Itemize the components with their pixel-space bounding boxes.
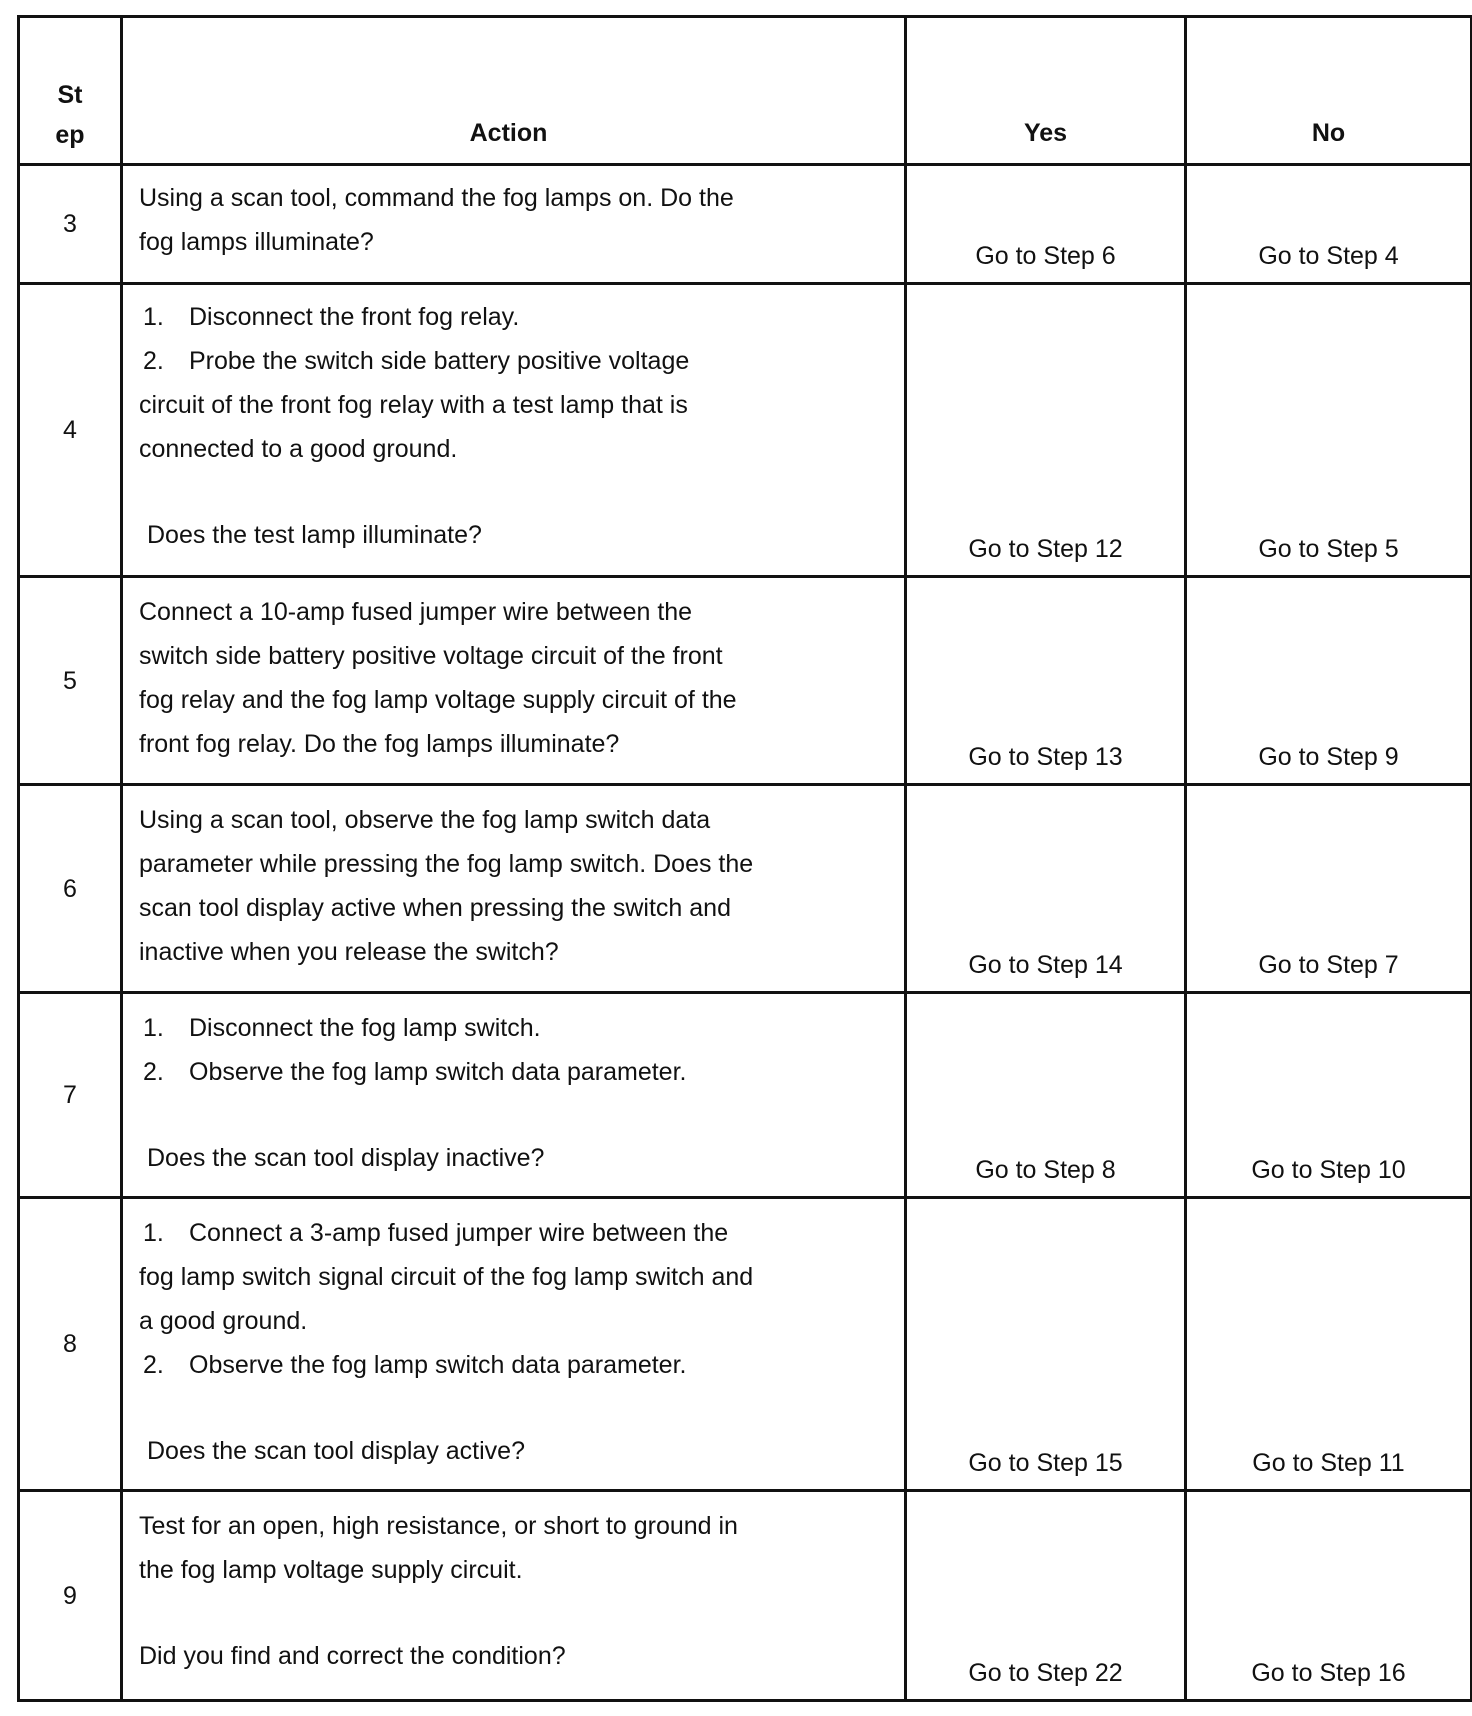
action-text: Probe the switch side battery positive voltage [189, 347, 690, 375]
action-cell [122, 1198, 906, 1491]
table-header-row [19, 17, 1472, 165]
no-cell: Go to Step 10 [1186, 993, 1472, 1198]
action-cell [122, 284, 906, 577]
yes-cell: Go to Step 8 [906, 993, 1186, 1198]
table-row [19, 785, 1472, 993]
list-number: 2. [143, 347, 164, 375]
action-list-item [139, 295, 894, 339]
action-list-item [139, 1050, 894, 1094]
yes-cell: Go to Step 15 [906, 1198, 1186, 1491]
action-list-item [139, 1211, 894, 1255]
action-text: circuit of the front fog relay with a test lamp that is [139, 391, 688, 419]
step-number: 6 [19, 785, 122, 993]
yes-cell: Go to Step 14 [906, 785, 1186, 993]
action-question: Did you find and correct the condition? [139, 1642, 566, 1670]
diagnostic-table [17, 15, 1472, 1702]
action-text: fog lamp switch signal circuit of the fog lamp switch and [139, 1263, 754, 1291]
yes-cell: Go to Step 12 [906, 284, 1186, 577]
action-text: a good ground. [139, 1307, 308, 1335]
header-step [19, 17, 122, 165]
action-text: inactive when you release the switch? [139, 938, 559, 966]
action-text: parameter while pressing the fog lamp switch. Does the [139, 850, 754, 878]
list-number: 2. [143, 1351, 164, 1379]
action-text: Using a scan tool, observe the fog lamp switch data [139, 806, 711, 834]
header-no: No [1186, 17, 1472, 165]
step-number: 5 [19, 577, 122, 785]
action-text: Connect a 3-amp fused jumper wire between the [189, 1219, 729, 1247]
table-row [19, 577, 1472, 785]
action-text: fog relay and the fog lamp voltage supply circuit of the [139, 686, 737, 714]
header-step-line2: ep [55, 121, 85, 149]
action-cell [122, 785, 906, 993]
header-yes: Yes [906, 17, 1186, 165]
action-text: Observe the fog lamp switch data parameter. [189, 1351, 687, 1379]
list-number: 2. [143, 1058, 164, 1086]
action-cell [122, 993, 906, 1198]
action-text: front fog relay. Do the fog lamps illuminate? [139, 730, 620, 758]
table-row [19, 993, 1472, 1198]
action-list-item [139, 339, 894, 383]
yes-cell: Go to Step 22 [906, 1491, 1186, 1701]
list-number: 1. [143, 1014, 164, 1042]
action-question: Does the test lamp illuminate? [147, 521, 482, 549]
action-text: Disconnect the front fog relay. [189, 303, 520, 331]
action-list-item [139, 1006, 894, 1050]
header-action: Action [122, 17, 906, 165]
step-number: 4 [19, 284, 122, 577]
no-cell: Go to Step 9 [1186, 577, 1472, 785]
action-text: fog lamps illuminate? [139, 228, 374, 256]
action-question: Does the scan tool display inactive? [147, 1144, 545, 1172]
yes-cell: Go to Step 6 [906, 165, 1186, 284]
action-text: Observe the fog lamp switch data parameter. [189, 1058, 687, 1086]
no-cell: Go to Step 5 [1186, 284, 1472, 577]
action-question: Does the scan tool display active? [147, 1437, 525, 1465]
diagnostic-table-page [17, 15, 1454, 1701]
table-row [19, 165, 1472, 284]
no-cell: Go to Step 11 [1186, 1198, 1472, 1491]
no-cell: Go to Step 4 [1186, 165, 1472, 284]
table-row [19, 1198, 1472, 1491]
action-text: the fog lamp voltage supply circuit. [139, 1556, 523, 1584]
table-row [19, 1491, 1472, 1701]
table-row [19, 284, 1472, 577]
action-text: Disconnect the fog lamp switch. [189, 1014, 541, 1042]
yes-cell: Go to Step 13 [906, 577, 1186, 785]
step-number: 8 [19, 1198, 122, 1491]
action-cell [122, 1491, 906, 1701]
step-number: 3 [19, 165, 122, 284]
list-number: 1. [143, 1219, 164, 1247]
action-text: Test for an open, high resistance, or short to ground in [139, 1512, 738, 1540]
action-text: Connect a 10-amp fused jumper wire between the [139, 598, 693, 626]
step-number: 7 [19, 993, 122, 1198]
no-cell: Go to Step 16 [1186, 1491, 1472, 1701]
action-text: connected to a good ground. [139, 435, 458, 463]
no-cell: Go to Step 7 [1186, 785, 1472, 993]
header-step-line1: St [57, 81, 83, 109]
action-list-item [139, 1343, 894, 1387]
list-number: 1. [143, 303, 164, 331]
action-cell [122, 577, 906, 785]
action-text: Using a scan tool, command the fog lamps on. Do the [139, 184, 734, 212]
action-text: scan tool display active when pressing the switch and [139, 894, 731, 922]
step-number: 9 [19, 1491, 122, 1701]
action-text: switch side battery positive voltage circuit of the front [139, 642, 723, 670]
action-cell [122, 165, 906, 284]
